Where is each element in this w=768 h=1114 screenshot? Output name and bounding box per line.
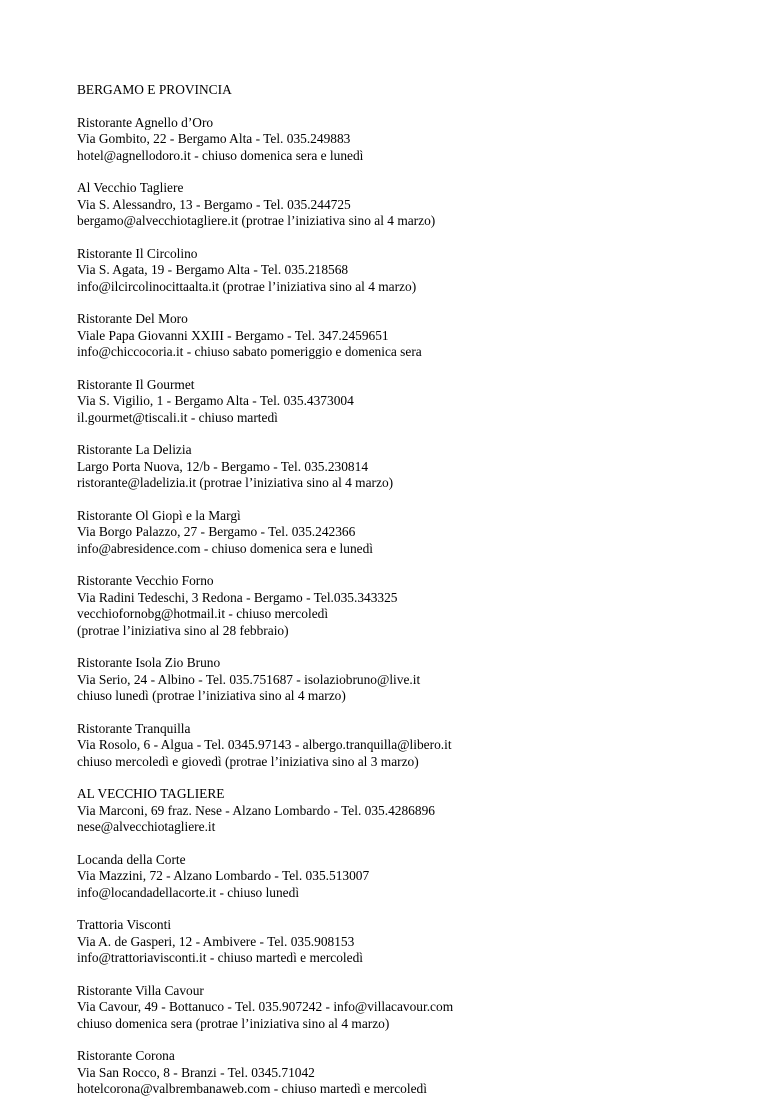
restaurant-details: chiuso lunedì (protrae l’iniziativa sino al 4 marzo) <box>77 688 346 703</box>
restaurant-entry <box>77 311 717 361</box>
restaurant-name: Ristorante Vecchio Forno <box>77 573 214 588</box>
restaurant-address: Via S. Alessandro, 13 - Bergamo - Tel. 035.244725 <box>77 196 351 212</box>
restaurant-details: info@chiccocoria.it - chiuso sabato pomeriggio e domenica sera <box>77 344 422 359</box>
restaurant-name: Ristorante Agnello d’Oro <box>77 114 214 130</box>
restaurant-name: Trattoria Visconti <box>77 917 172 932</box>
restaurant-details: vecchiofornobg@hotmail.it - chiuso mercoledì <box>77 606 329 621</box>
restaurant-list <box>77 115 717 1098</box>
restaurant-name: AL VECCHIO TAGLIERE <box>77 786 225 801</box>
restaurant-address: Via Mazzini, 72 - Alzano Lombardo - Tel. 035.513007 <box>77 868 370 883</box>
restaurant-details: info@trattoriavisconti.it - chiuso martedì e mercoledì <box>77 950 364 965</box>
restaurant-name: Ristorante La Delizia <box>77 442 192 457</box>
restaurant-name: Ristorante Corona <box>77 1048 175 1063</box>
restaurant-note: (protrae l’iniziativa sino al 28 febbraio) <box>77 622 289 638</box>
restaurant-address: Via Serio, 24 - Albino - Tel. 035.751687 - isolaziobruno@live.it <box>77 671 421 687</box>
restaurant-name: Ristorante Tranquilla <box>77 720 191 736</box>
restaurant-details: ristorante@ladelizia.it (protrae l’iniziativa sino al 4 marzo) <box>77 475 394 490</box>
restaurant-name: Al Vecchio Tagliere <box>77 180 184 195</box>
restaurant-entry <box>77 852 717 902</box>
restaurant-entry <box>77 655 717 705</box>
restaurant-details: hotelcorona@valbrembanaweb.com - chiuso martedì e mercoledì <box>77 1081 427 1096</box>
restaurant-address: Via Marconi, 69 fraz. Nese - Alzano Lombardo - Tel. 035.4286896 <box>77 802 435 818</box>
restaurant-address: Via Gombito, 22 - Bergamo Alta - Tel. 035.249883 <box>77 131 351 146</box>
restaurant-details: chiuso mercoledì e giovedì (protrae l’iniziativa sino al 3 marzo) <box>77 753 419 769</box>
restaurant-entry <box>77 115 717 165</box>
page-heading: BERGAMO E PROVINCIA <box>77 82 232 97</box>
restaurant-entry <box>77 180 717 230</box>
restaurant-entry <box>77 377 717 427</box>
restaurant-address: Via S. Vigilio, 1 - Bergamo Alta - Tel. 035.4373004 <box>77 393 354 408</box>
restaurant-entry <box>77 442 717 492</box>
restaurant-entry <box>77 721 717 771</box>
restaurant-address: Via San Rocco, 8 - Branzi - Tel. 0345.71042 <box>77 1064 315 1080</box>
restaurant-name: Locanda della Corte <box>77 851 186 867</box>
restaurant-entry <box>77 786 717 836</box>
restaurant-details: hotel@agnellodoro.it - chiuso domenica sera e lunedì <box>77 147 364 163</box>
restaurant-address: Via Cavour, 49 - Bottanuco - Tel. 035.907242 - info@villacavour.com <box>77 999 454 1014</box>
restaurant-entry <box>77 573 717 639</box>
restaurant-address: Via Rosolo, 6 - Algua - Tel. 0345.97143 - albergo.tranquilla@libero.it <box>77 737 452 752</box>
restaurant-name: Ristorante Isola Zio Bruno <box>77 655 221 670</box>
restaurant-details: nese@alvecchiotagliere.it <box>77 819 216 834</box>
restaurant-details: info@ilcircolinocittaalta.it (protrae l’iniziativa sino al 4 marzo) <box>77 278 417 294</box>
restaurant-address: Via S. Agata, 19 - Bergamo Alta - Tel. 035.218568 <box>77 262 349 277</box>
restaurant-name: Ristorante Il Gourmet <box>77 376 195 392</box>
restaurant-address: Via Borgo Palazzo, 27 - Bergamo - Tel. 035.242366 <box>77 524 356 539</box>
restaurant-address: Largo Porta Nuova, 12/b - Bergamo - Tel. 035.230814 <box>77 458 369 474</box>
restaurant-entry <box>77 1048 717 1098</box>
restaurant-details: il.gourmet@tiscali.it - chiuso martedì <box>77 409 278 425</box>
restaurant-details: info@abresidence.com - chiuso domenica sera e lunedì <box>77 540 374 556</box>
restaurant-name: Ristorante Del Moro <box>77 311 188 326</box>
restaurant-details: bergamo@alvecchiotagliere.it (protrae l’iniziativa sino al 4 marzo) <box>77 213 436 228</box>
restaurant-address: Via Radini Tedeschi, 3 Redona - Bergamo - Tel.035.343325 <box>77 589 398 605</box>
restaurant-entry <box>77 246 717 296</box>
restaurant-address: Viale Papa Giovanni XXIII - Bergamo - Tel. 347.2459651 <box>77 327 389 343</box>
restaurant-entry <box>77 917 717 967</box>
restaurant-name: Ristorante Villa Cavour <box>77 982 204 998</box>
restaurant-name: Ristorante Il Circolino <box>77 245 198 261</box>
restaurant-details: chiuso domenica sera (protrae l’iniziativa sino al 4 marzo) <box>77 1015 390 1031</box>
restaurant-name: Ristorante Ol Giopì e la Margì <box>77 507 241 523</box>
restaurant-address: Via A. de Gasperi, 12 - Ambivere - Tel. 035.908153 <box>77 933 355 949</box>
restaurant-details: info@locandadellacorte.it - chiuso lunedì <box>77 884 300 900</box>
restaurant-entry <box>77 508 717 558</box>
restaurant-entry <box>77 983 717 1033</box>
document-page <box>77 82 717 1114</box>
